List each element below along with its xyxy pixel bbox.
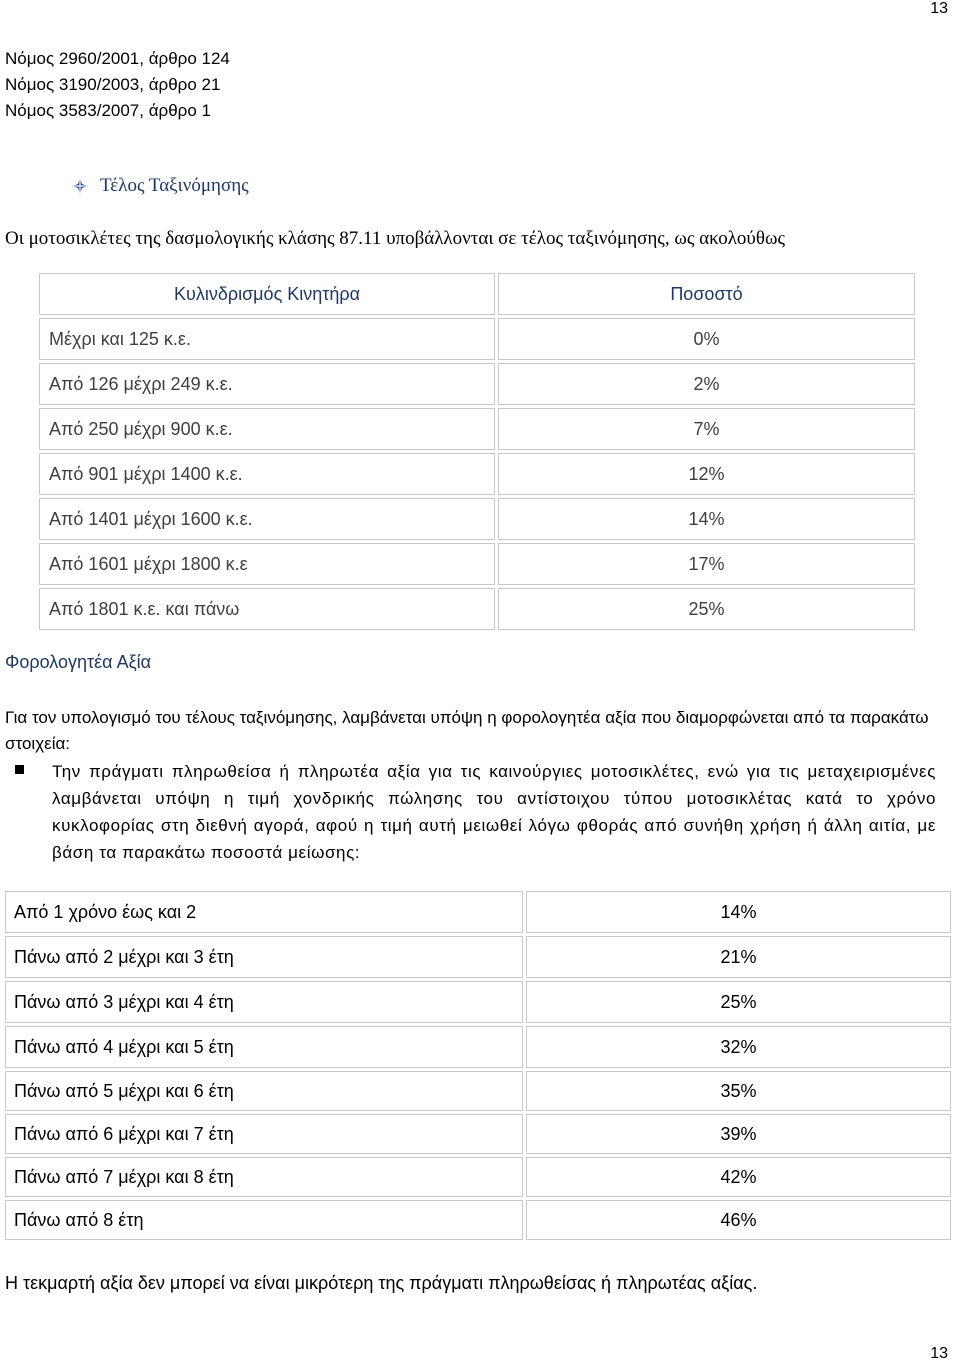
reduction-cell: 46%	[526, 1200, 951, 1240]
table-row	[5, 981, 951, 1023]
table-row	[39, 363, 915, 405]
table-header-row	[39, 273, 915, 315]
rate-cell: 2%	[498, 363, 915, 405]
engine-range-cell: Από 126 μέχρι 249 κ.ε.	[39, 363, 495, 405]
bullet-text: Την πράγματι πληρωθείσα ή πληρωτέα αξία για τις καινούργιες μοτοσικλέτες, ενώ για τις μεταχειρισμένες λαμβάνεται υπόψη η τιμή χονδρικής πώλησης του αντίστοιχου τύπου μοτοσικλέτας κατά το χρόνο κυκλοφορίας στη διεθνή αγορά, αφού η τιμή αυτή μειωθεί λόγω φθοράς από συνήθη χρήση ή άλλη αιτία, με βάση τα παρακάτω ποσοστά μείωσης:	[52, 762, 936, 862]
square-bullet-icon	[15, 765, 24, 774]
table-row	[5, 936, 951, 978]
reduction-cell: 14%	[526, 891, 951, 933]
engine-range-cell: Μέχρι και 125 κ.ε.	[39, 318, 495, 360]
table-row	[39, 453, 915, 495]
age-range-cell: Πάνω από 6 μέχρι και 7 έτη	[5, 1114, 523, 1154]
table-row	[5, 891, 951, 933]
age-range-cell: Πάνω από 2 μέχρι και 3 έτη	[5, 936, 523, 978]
law-reference: Νόμος 3583/2007, άρθρο 1	[5, 101, 211, 120]
taxable-value-paragraph: Για τον υπολογισμό του τέλους ταξινόμησης, λαμβάνεται υπόψη η φορολογητέα αξία που διαμορφώνεται από τα παρακάτω στοιχεία:	[5, 708, 929, 753]
rate-cell: 0%	[498, 318, 915, 360]
table-row	[39, 543, 915, 585]
table-row	[39, 408, 915, 450]
reduction-cell: 42%	[526, 1157, 951, 1197]
reduction-table	[2, 888, 954, 1243]
footnote: Η τεκμαρτή αξία δεν μπορεί να είναι μικρότερη της πράγματι πληρωθείσας ή πληρωτέας αξίας.	[5, 1273, 758, 1293]
rate-cell: 17%	[498, 543, 915, 585]
section-heading	[72, 175, 249, 197]
table-row	[5, 1026, 951, 1068]
law-references	[5, 46, 230, 124]
table-row	[5, 1114, 951, 1154]
engine-range-cell: Από 1801 κ.ε. και πάνω	[39, 588, 495, 630]
diamond-bullet-icon	[72, 178, 88, 194]
column-header-engine: Κυλινδρισμός Κινητήρα	[39, 273, 495, 315]
section-title: Τέλος Ταξινόμησης	[100, 175, 249, 196]
table-row	[5, 1157, 951, 1197]
rate-cell: 12%	[498, 453, 915, 495]
age-range-cell: Από 1 χρόνο έως και 2	[5, 891, 523, 933]
table-row	[39, 318, 915, 360]
engine-range-cell: Από 1601 μέχρι 1800 κ.ε	[39, 543, 495, 585]
rate-cell: 7%	[498, 408, 915, 450]
engine-range-cell: Από 250 μέχρι 900 κ.ε.	[39, 408, 495, 450]
table-row	[39, 498, 915, 540]
engine-range-cell: Από 1401 μέχρι 1600 κ.ε.	[39, 498, 495, 540]
rate-cell: 25%	[498, 588, 915, 630]
law-reference: Νόμος 2960/2001, άρθρο 124	[5, 49, 230, 68]
section-intro: Οι μοτοσικλέτες της δασμολογικής κλάσης 87.11 υποβάλλονται σε τέλος ταξινόμησης, ως ακολούθως	[5, 228, 785, 249]
taxable-value-heading: Φορολογητέα Αξία	[5, 652, 152, 672]
table-row	[39, 588, 915, 630]
bullet-item	[15, 758, 952, 866]
age-range-cell: Πάνω από 4 μέχρι και 5 έτη	[5, 1026, 523, 1068]
reduction-cell: 39%	[526, 1114, 951, 1154]
rate-cell: 14%	[498, 498, 915, 540]
reduction-cell: 32%	[526, 1026, 951, 1068]
table-row	[5, 1200, 951, 1240]
page-number-bottom: 13	[930, 1345, 948, 1362]
reduction-cell: 21%	[526, 936, 951, 978]
age-range-cell: Πάνω από 3 μέχρι και 4 έτη	[5, 981, 523, 1023]
law-reference: Νόμος 3190/2003, άρθρο 21	[5, 75, 221, 94]
page-number-top: 13	[930, 0, 948, 17]
reduction-cell: 25%	[526, 981, 951, 1023]
reduction-cell: 35%	[526, 1071, 951, 1111]
age-range-cell: Πάνω από 5 μέχρι και 6 έτη	[5, 1071, 523, 1111]
age-range-cell: Πάνω από 7 μέχρι και 8 έτη	[5, 1157, 523, 1197]
age-range-cell: Πάνω από 8 έτη	[5, 1200, 523, 1240]
engine-range-cell: Από 901 μέχρι 1400 κ.ε.	[39, 453, 495, 495]
column-header-rate: Ποσοστό	[498, 273, 915, 315]
engine-tax-table	[36, 270, 918, 633]
table-row	[5, 1071, 951, 1111]
